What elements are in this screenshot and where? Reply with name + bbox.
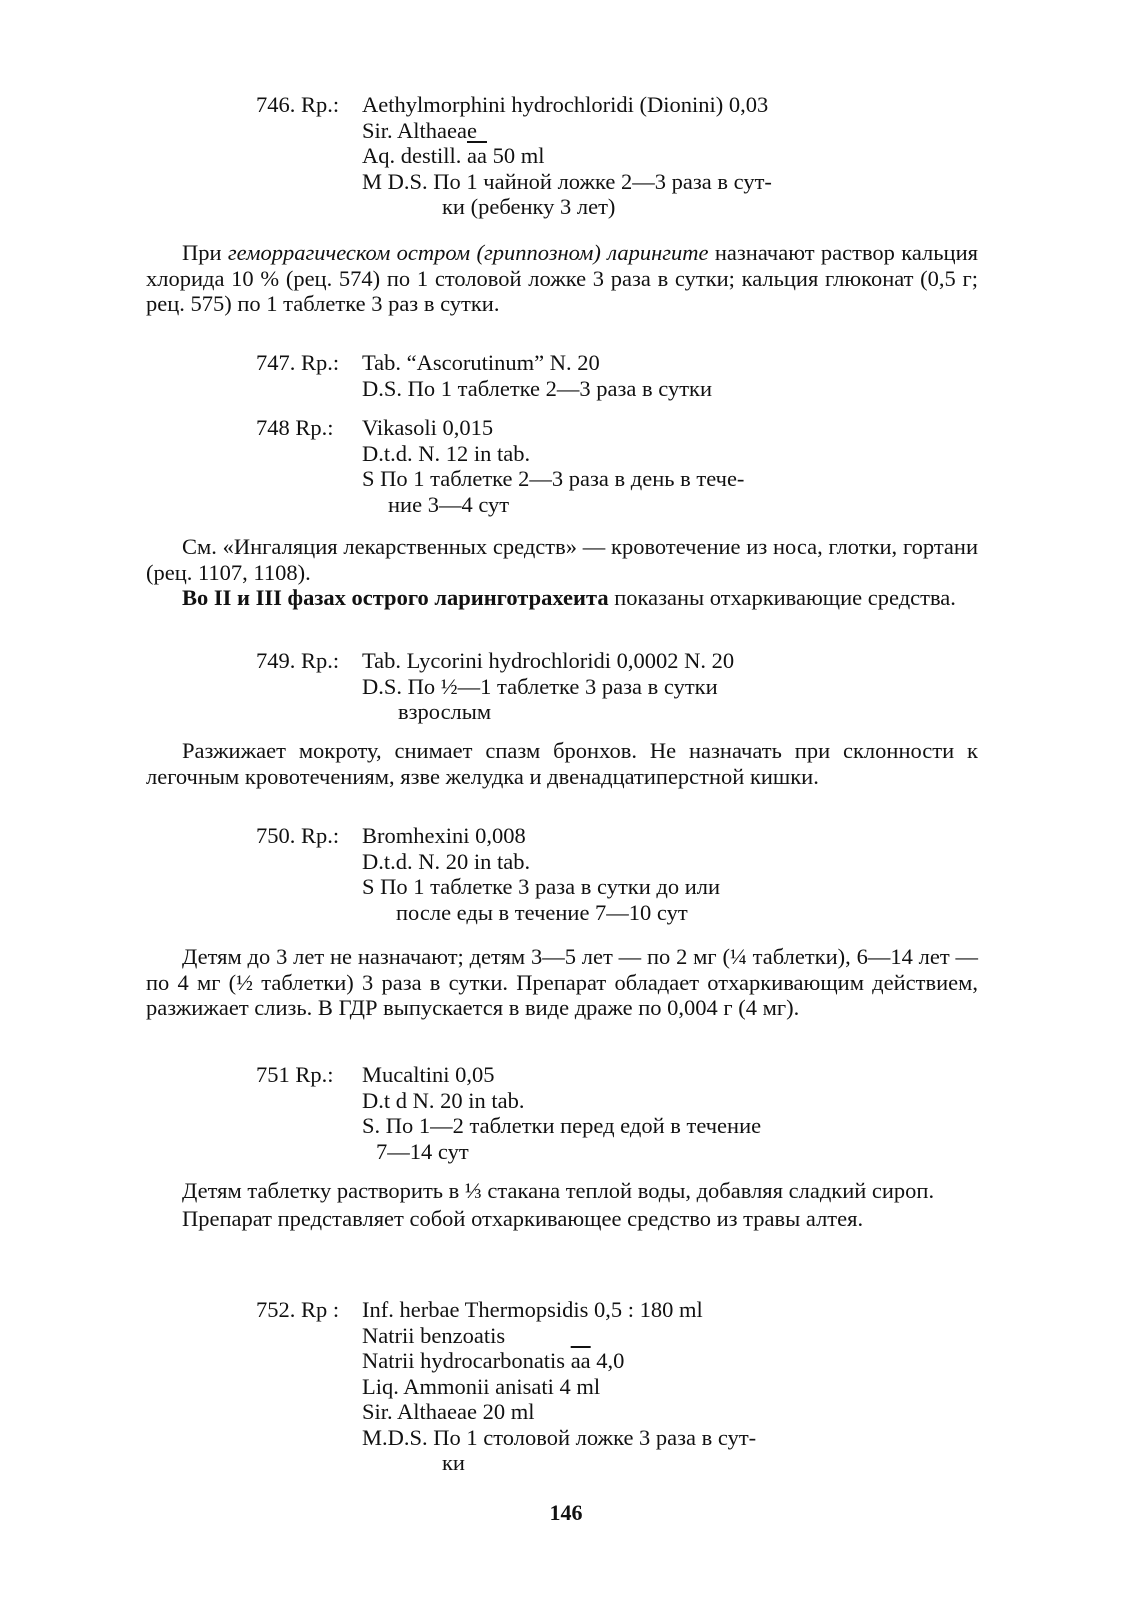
paragraph: Детям до 3 лет не назначают; детям 3—5 лет — по 2 мг (¼ таблетки), 6—14 лет — по 4 мг (½ таблетки) 3 раза в сутки. Препарат обладает отхаркивающим действием, разжижает слизь. В ГДР выпускается в виде драже по 0,004 г (4 мг). [146, 944, 978, 1020]
page-number: 146 [549, 1500, 583, 1525]
rx-line: 7—14 сут [376, 1138, 469, 1164]
rx-number: 750. Rp.: [256, 823, 340, 848]
rx-line: Aethylmorphini hydrochloridi (Dionini) 0,03 [362, 92, 769, 117]
rx-line: D.t.d. N. 20 in tab. [362, 848, 531, 874]
rx-number: 749. Rp.: [256, 648, 340, 673]
paragraph: Детям таблетку растворить в ⅓ стакана теплой воды, добавляя сладкий сироп. Препарат представляет собой отхаркивающее средство из травы алтея. [182, 1178, 935, 1231]
rx-line: Natrii hydrocarbonatis $\overline{aa}$ 4,0 [362, 1348, 625, 1373]
rx-line: после еды в течение 7—10 сут [396, 899, 688, 925]
rx-number: 751 Rp.: [256, 1062, 334, 1087]
rx-line: Bromhexini 0,008 [362, 823, 526, 848]
rx-line: M.D.S. По 1 столовой ложке 3 раза в сут- [362, 1424, 757, 1450]
rx-line: Tab. Lycorini hydrochloridi 0,0002 N. 20 [362, 648, 735, 673]
paragraph: См. «Ингаляция лекарственных средств» — кровотечение из носа, глотки, гортани (рец. 1107, 1108). Во II и III фазах острого ларинготрахеита показаны отхаркивающие средства. [146, 534, 978, 610]
prescription-748 [256, 415, 916, 517]
rx-line: взрослым [398, 699, 492, 724]
prescription-749 [256, 648, 916, 725]
rx-line: D.S. По ½—1 таблетке 3 раза в сутки [362, 673, 718, 699]
rx-line: D.S. По 1 таблетке 2—3 раза в сутки [362, 375, 713, 401]
rx-line: Aq. destill. $\overline{aa}$ 50 ml [362, 143, 545, 168]
prescription-752 [256, 1297, 916, 1476]
paragraph: При геморрагическом остром (гриппозном) ларингите назначают раствор кальция хлорида 10 % (рец. 574) по 1 столовой ложке 3 раза в сутки; кальция глюконат (0,5 г; рец. 575) по 1 таблетке 3 раз в сутки. [146, 240, 978, 316]
rx-line: S. По 1—2 таблетки перед едой в течение [362, 1113, 762, 1138]
rx-number: 748 Rp.: [256, 415, 334, 440]
rx-line: ки [442, 1450, 465, 1475]
paragraph: Разжижает мокроту, снимает спазм бронхов. Не назначать при склонности к легочным кровотечениям, язве желудка и двенадцатиперстной кишки. [146, 738, 978, 789]
rx-number: 752. Rp : [256, 1297, 340, 1322]
rx-line: ние 3—4 сут [388, 491, 510, 517]
rx-line: Natrii benzoatis [362, 1322, 506, 1348]
rx-line: Inf. herbae Thermopsidis 0,5 : 180 ml [362, 1297, 703, 1322]
rx-line: M D.S. По 1 чайной ложке 2—3 раза в сут- [362, 168, 772, 194]
rx-line: ки (ребенку 3 лет) [442, 194, 616, 219]
prescription-747 [256, 350, 916, 401]
rx-line: S По 1 таблетке 3 раза в сутки до или [362, 874, 721, 899]
rx-line: Liq. Ammonii anisati 4 ml [362, 1373, 601, 1399]
rx-line: D.t.d. N. 12 in tab. [362, 440, 531, 466]
rx-number: 746. Rp.: [256, 92, 340, 117]
prescription-746 [256, 92, 916, 220]
rx-line: Mucaltini 0,05 [362, 1062, 495, 1087]
prescription-750 [256, 823, 916, 925]
rx-line: Sir. Althaeae 20 ml [362, 1399, 535, 1424]
rx-line: Sir. Althaeae [362, 117, 477, 143]
prescription-751 [256, 1062, 916, 1164]
rx-line: S По 1 таблетке 2—3 раза в день в тече- [362, 466, 745, 491]
rx-line: Tab. “Ascorutinum” N. 20 [362, 350, 600, 375]
rx-line: D.t d N. 20 in tab. [362, 1087, 525, 1113]
rx-number: 747. Rp.: [256, 350, 340, 375]
rx-line: Vikasoli 0,015 [362, 415, 494, 440]
